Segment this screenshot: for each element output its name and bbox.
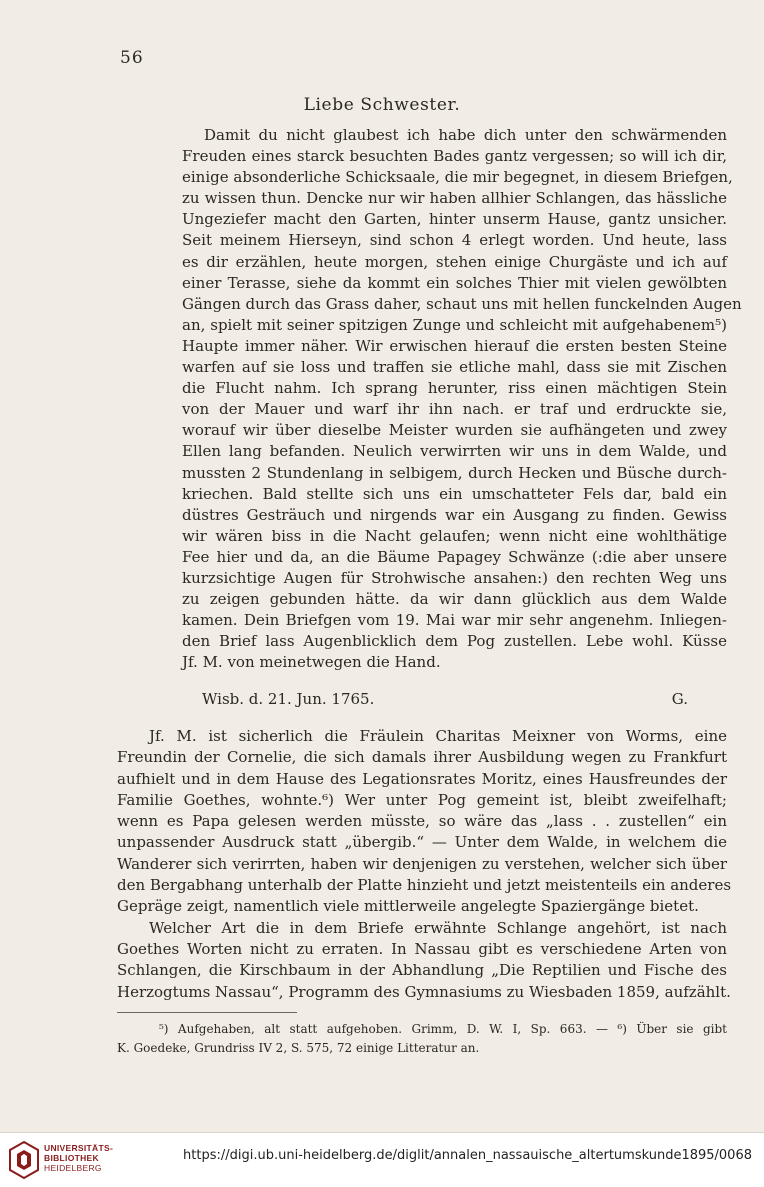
library-line-3: HEIDELBERG (44, 1163, 102, 1173)
commentary-line: unpassender Ausdruck statt „übergib.“ — Unter dem Walde, in welchem die (117, 833, 727, 852)
letter-line: wir wären biss in die Nacht gelaufen; wenn nicht eine wohlthätige (182, 526, 727, 545)
letter-line: Haupte immer näher. Wir erwischen hierauf die ersten besten Steine (182, 336, 727, 355)
commentary-line: Wanderer sich verirrten, haben wir denjenigen zu verstehen, welcher sich über (117, 854, 727, 873)
letter-line: kamen. Dein Briefgen vom 19. Mai war mir sehr angenehm. Inliegen- (182, 611, 727, 630)
footnote-rule (117, 1012, 297, 1013)
library-line-1: UNIVERSITÄTS- (44, 1143, 114, 1153)
footnote-line: ⁵) Aufgehaben, alt statt aufgehoben. Grimm, D. W. I, Sp. 663. — ⁶) Über sie gibt (159, 1022, 727, 1036)
letter-line: Seit meinem Hierseyn, sind schon 4 erlegt worden. Und heute, lass (182, 231, 727, 250)
page-number: 56 (120, 48, 144, 68)
commentary-line: den Bergabhang unterhalb der Platte hinzieht und jetzt meistenteils ein anderes (117, 876, 732, 895)
commentary-line: Welcher Art die in dem Briefe erwähnte Schlange angehört, ist nach (149, 918, 727, 937)
footnote-line: K. Goedeke, Grundriss IV 2, S. 575, 72 einige Litteratur an. (117, 1041, 480, 1055)
letter-line: den Brief lass Augenblicklich dem Pog zustellen. Lebe wohl. Küsse (182, 632, 727, 651)
letter-line: kriechen. Bald stellte sich uns ein umschatteter Fels dar, bald ein (182, 484, 727, 503)
footnotes (117, 1020, 727, 1058)
letter-line: an, spielt mit seiner spitzigen Zunge und schleicht mit aufgehabenem⁵) (182, 315, 727, 334)
letter-line: von der Mauer und warf ihr ihn nach. er traf und erdruckte sie, (182, 400, 727, 419)
signoff-date: Wisb. d. 21. Jun. 1765. (202, 690, 375, 708)
source-url-link[interactable]: https://digi.ub.uni-heidelberg.de/diglit/annalen_nassauische_altertumskunde1895/0068 (183, 1148, 752, 1163)
commentary-line: aufhielt und in dem Hause des Legationsrates Moritz, eines Hausfreundes der (117, 769, 727, 788)
footer-bar (0, 1132, 764, 1187)
letter-signoff (202, 688, 688, 710)
letter-line: warfen auf sie loss und traffen sie etliche mahl, dass sie mit Zischen (182, 358, 727, 377)
letter-line: einer Terasse, siehe da kommt ein solches Thier mit vielen gewölbten (182, 273, 727, 292)
commentary-line: Goethes Worten nicht zu erraten. In Nassau gibt es verschiedene Arten von (117, 939, 727, 958)
commentary-line: wenn es Papa gelesen werden müsste, so wäre das „lass . . zustellen“ ein (117, 812, 727, 831)
commentary-line: Gepräge zeigt, namentlich viele mittlerweile angelegte Spaziergänge bietet. (117, 897, 699, 916)
letter-line: Fee hier und da, an die Bäume Papagey Schwänze (:die aber unsere (182, 547, 727, 566)
library-line-2: BIBLIOTHEK (44, 1153, 99, 1163)
letter-line: mussten 2 Stundenlang in selbigem, durch Hecken und Büsche durch- (182, 463, 727, 482)
commentary-body (117, 726, 732, 1003)
letter-line: Jf. M. von meinetwegen die Hand. (182, 653, 441, 672)
letter-line: düstres Gesträuch und nirgends war ein Ausgang zu finden. Gewiss (182, 505, 727, 524)
letter-line: die Flucht nahm. Ich sprang herunter, riss einen mächtigen Stein (182, 379, 727, 398)
letter-line: einige absonderliche Schicksaale, die mir begegnet, in diesem Briefgen, (182, 168, 733, 187)
commentary-line: Freundin der Cornelie, die sich damals ihrer Ausbildung wegen zu Frankfurt (117, 748, 727, 767)
library-logo-icon[interactable] (8, 1140, 40, 1180)
letter-line: es dir erzählen, heute morgen, stehen einige Churgäste und ich auf (182, 252, 727, 271)
letter-line: Gängen durch das Grass daher, schaut uns mit hellen funckelnden Augen (182, 294, 742, 313)
letter-line: Damit du nicht glaubest ich habe dich unter den schwärmenden (204, 126, 727, 144)
letter-line: zu zeigen gebunden hätte. da wir dann glücklich aus dem Walde (182, 590, 727, 609)
letter-line: Ellen lang befanden. Neulich verwirrten wir uns in dem Walde, und (182, 442, 727, 461)
letter-line: zu wissen thun. Dencke nur wir haben allhier Schlangen, das hässliche (182, 189, 727, 208)
letter-title: Liebe Schwester. (303, 95, 461, 115)
library-name[interactable] (44, 1143, 113, 1173)
commentary-line: Jf. M. ist sicherlich die Fräulein Charitas Meixner von Worms, eine (149, 727, 727, 745)
letter-line: kurzsichtige Augen für Strohwische ansahen:) den rechten Weg uns (182, 568, 727, 587)
letter-line: worauf wir über dieselbe Meister wurden sie aufhängeten und zwey (182, 421, 727, 440)
commentary-line: Herzogtums Nassau“, Programm des Gymnasiums zu Wiesbaden 1859, aufzählt. (117, 982, 731, 1001)
letter-line: Freuden eines starck besuchten Bades gantz vergessen; so will ich dir, (182, 147, 727, 166)
commentary-line: Familie Goethes, wohnte.⁶) Wer unter Pog gemeint ist, bleibt zweifelhaft; (117, 790, 727, 809)
letter-body (182, 125, 742, 673)
signoff-initial: G. (671, 690, 688, 708)
letter-line: Ungeziefer macht den Garten, hinter unserm Hause, gantz unsicher. (182, 210, 727, 229)
commentary-line: Schlangen, die Kirschbaum in der Abhandlung „Die Reptilien und Fische des (117, 961, 727, 980)
